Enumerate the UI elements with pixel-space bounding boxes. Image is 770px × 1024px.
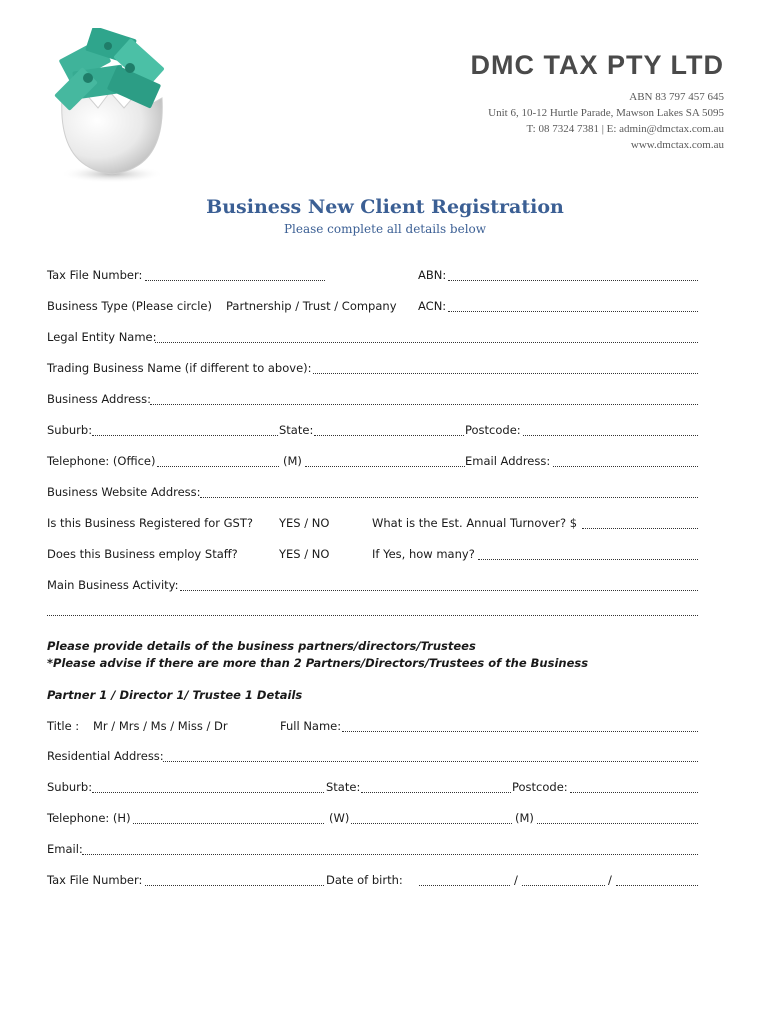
partners-note: Please provide details of the business partners/directors/Trustees — [47, 639, 476, 653]
staff-label: Does this Business employ Staff? — [47, 547, 238, 561]
p1-tel-w-label: (W) — [329, 811, 350, 825]
company-address: Unit 6, 10-12 Hurtle Parade, Mawson Lakes SA 5095 — [488, 107, 724, 119]
trading-name-label: Trading Business Name (if different to above): — [47, 361, 312, 375]
abn-label: ABN: — [418, 268, 447, 282]
dob-label: Date of birth: — [326, 873, 403, 887]
p1-state-field[interactable] — [361, 780, 511, 793]
legal-entity-label: Legal Entity Name: — [47, 330, 157, 344]
postcode-field[interactable] — [523, 423, 698, 436]
p1-email-label: Email: — [47, 842, 83, 856]
company-logo — [48, 28, 180, 186]
tfn-field[interactable] — [145, 268, 325, 281]
suburb-label: Suburb: — [47, 423, 93, 437]
res-address-label: Residential Address: — [47, 749, 164, 763]
full-name-label: Full Name: — [280, 719, 342, 733]
business-type-label: Business Type (Please circle) — [47, 299, 212, 313]
dob-separator-1: / — [514, 873, 518, 887]
p1-state-label: State: — [326, 780, 361, 794]
dob-day-field[interactable] — [419, 873, 510, 886]
p1-email-field[interactable] — [82, 842, 698, 855]
tel-office-label: Telephone: (Office) — [47, 454, 156, 468]
email-label: Email Address: — [465, 454, 551, 468]
dob-month-field[interactable] — [522, 873, 605, 886]
website-label: Business Website Address: — [47, 485, 201, 499]
abn-field[interactable] — [448, 268, 698, 281]
business-address-label: Business Address: — [47, 392, 152, 406]
dob-year-field[interactable] — [616, 873, 698, 886]
money-egg-icon — [48, 28, 180, 186]
gst-label: Is this Business Registered for GST? — [47, 516, 253, 530]
tfn-label: Tax File Number: — [47, 268, 143, 282]
p1-tel-h-label: Telephone: (H) — [47, 811, 131, 825]
p1-suburb-field[interactable] — [92, 780, 324, 793]
acn-field[interactable] — [448, 299, 698, 312]
turnover-label: What is the Est. Annual Turnover? $ — [372, 516, 578, 530]
business-address-field[interactable] — [150, 392, 698, 405]
how-many-label: If Yes, how many? — [372, 547, 475, 561]
dob-separator-2: / — [608, 873, 612, 887]
acn-label: ACN: — [418, 299, 447, 313]
p1-tfn-field[interactable] — [145, 873, 324, 886]
activity-field[interactable] — [180, 578, 698, 591]
company-contact: T: 08 7324 7381 | E: admin@dmctax.com.au — [526, 123, 724, 135]
activity-label: Main Business Activity: — [47, 578, 179, 592]
p1-tel-m-label: (M) — [515, 811, 534, 825]
turnover-field[interactable] — [582, 516, 698, 529]
p1-tel-m-field[interactable] — [537, 811, 698, 824]
tel-mobile-label: (M) — [283, 454, 302, 468]
company-name: DMC TAX PTY LTD — [470, 50, 724, 80]
full-name-field[interactable] — [342, 719, 698, 732]
title-options[interactable]: Mr / Mrs / Ms / Miss / Dr — [93, 719, 228, 733]
form-subtitle: Please complete all details below — [283, 222, 487, 236]
gst-options[interactable]: YES / NO — [279, 516, 330, 530]
p1-suburb-label: Suburb: — [47, 780, 93, 794]
p1-tel-h-field[interactable] — [133, 811, 324, 824]
how-many-field[interactable] — [478, 547, 698, 560]
tel-office-field[interactable] — [157, 454, 279, 467]
postcode-label: Postcode: — [465, 423, 521, 437]
company-abn: ABN 83 797 457 645 — [629, 91, 724, 103]
p1-tel-w-field[interactable] — [351, 811, 512, 824]
staff-options[interactable]: YES / NO — [279, 547, 330, 561]
res-address-field[interactable] — [163, 749, 698, 762]
business-type-options[interactable]: Partnership / Trust / Company — [226, 299, 397, 313]
partner1-heading: Partner 1 / Director 1/ Trustee 1 Details — [47, 688, 303, 702]
form-title: Business New Client Registration — [206, 196, 564, 218]
p1-tfn-label: Tax File Number: — [47, 873, 143, 887]
partners-advice-note: *Please advise if there are more than 2 Partners/Directors/Trustees of the Business — [47, 656, 589, 670]
email-field[interactable] — [553, 454, 698, 467]
p1-postcode-label: Postcode: — [512, 780, 568, 794]
tel-mobile-field[interactable] — [305, 454, 465, 467]
activity-field-line2[interactable] — [47, 603, 698, 616]
p1-postcode-field[interactable] — [570, 780, 698, 793]
state-label: State: — [279, 423, 314, 437]
trading-name-field[interactable] — [313, 361, 698, 374]
suburb-field[interactable] — [92, 423, 278, 436]
company-website: www.dmctax.com.au — [630, 139, 724, 151]
website-field[interactable] — [200, 485, 698, 498]
state-field[interactable] — [314, 423, 464, 436]
legal-entity-field[interactable] — [155, 330, 698, 343]
title-label: Title : — [47, 719, 80, 733]
